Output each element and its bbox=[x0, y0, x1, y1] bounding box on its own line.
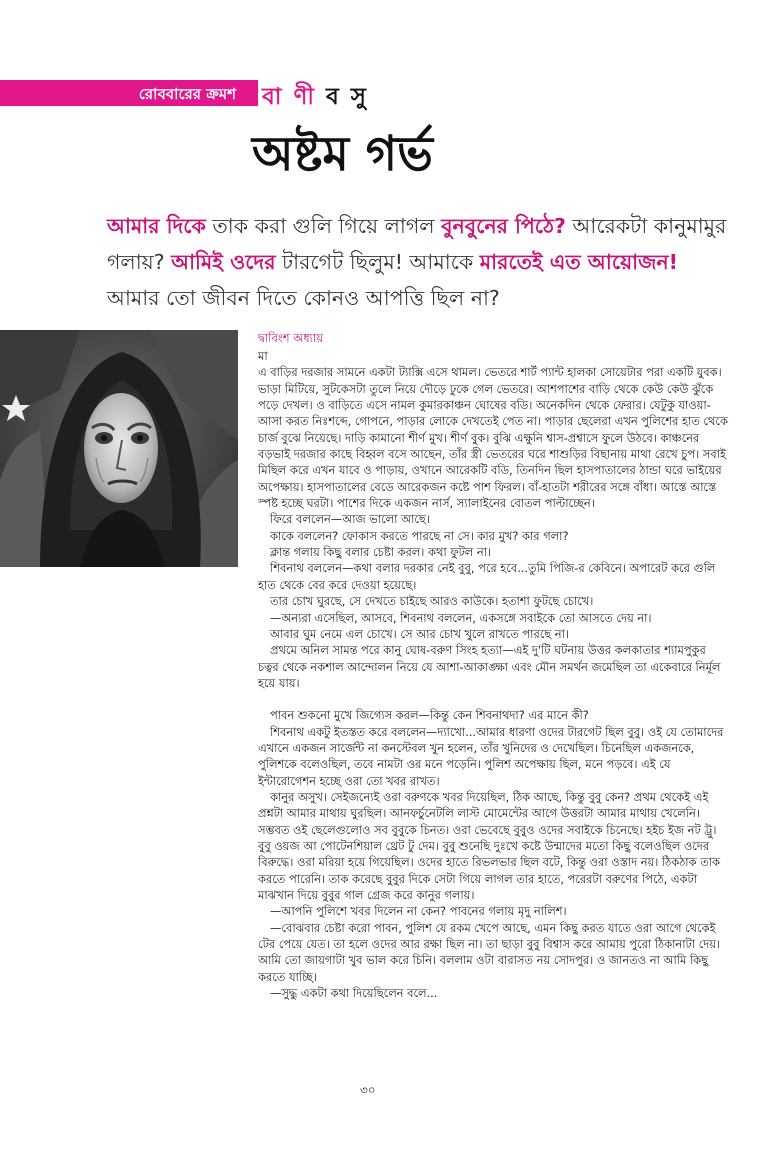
paragraph: এ বাড়ির দরজার সামনে একটা ট্যাক্সি এসে থামল। ভেতরে শার্ট প্যান্ট হালকা সোয়েটার পরা একটি যুবক। ভাড়া মিটিয়ে, সুটকেসটা তুলে নিয়ে দৌড়ে ঢুকে গেল ভেতরে। আশপাশের বাড়ি থেকে কেউ কেউ ঝুঁকে পড়ে দেখল। ও বাড়িতে এসে নামল কুমারকাঞ্চন ঘোষের বডি। অনেকদিন থেকে ফেরার। যেটুকু যাওয়া-আসা করত নিঃশব্দে, গোপনে, পাড়ার লোকে দেখতেই পেত না। পাড়ার ছেলেরা এখন পুলিশের হাত থেকে চার্জ বুঝে নিয়েছে। দাড়ি কামানো শীর্ণ মুখ। শীর্ণ বুক। বুঝি এক্ষুনি শ্বাস-প্রশ্বাসে ফুলে উঠবে। কাঞ্চনের বড়ভাই দরজার কাছে বিহ্বল বসে আছেন, তাঁর স্ত্রী ভেতরের ঘরে শাশুড়ির বিছানায় মাথা রেখে চুপ। সবাই মিছিল করে এখন যাবে ও পাড়ায়, ওখানে আরেকটি বডি, তিনদিন ছিল হাসপাতালের ঠান্ডা ঘরে ভাইয়ের অপেক্ষায়। হাসপাতালের বেডে আরেকজন কষ্টে পাশ ফিরল। বাঁ-হাতটা শরীরের সঙ্গে বাঁধা। আস্তে আস্তে স্পষ্ট হচ্ছে ঘরটা। পাশের দিকে একজন নার্স, স্যালাইনের বোতল পাল্টাচ্ছেন। bbox=[258, 365, 728, 511]
story-title: অষ্টম গর্ভ bbox=[252, 126, 433, 182]
paragraph: প্রথমে অনিল সামন্ত পরে কানু ঘোষ-বরুণ সিংহ হত্যা—এই দু'টি ঘটনায় উত্তর কলকাতার শ্যামপুকুর চত্বর থেকে নকশাল আন্দোলন নিয়ে যে আশা-আকাঙ্ক্ষা এবং মৌন সমর্থন জমেছিল তা একেবারে নির্মূল হয়ে যায়। bbox=[258, 643, 721, 690]
paragraph: —অন্যরা এসেছিল, আসবে, শিবনাথ বললেন, একসঙ্গে সবাইকে তো আসতে দেয় না। bbox=[270, 610, 652, 625]
paragraph: তার চোখ ঘুরছে, সে দেখতে চাইছে আরও কাউকে। হতাশা ফুটছে চোখে। bbox=[270, 594, 594, 609]
page-number: ৩০ bbox=[360, 1083, 376, 1097]
paragraph: আবার ঘুম নেমে এল চোখে। সে আর চোখ খুলে রাখতে পারছে না। bbox=[270, 626, 569, 641]
paragraph: ফিরে বললেন—আজ ভালো আছে। bbox=[270, 512, 430, 527]
hooded-figure-painting-icon bbox=[0, 330, 238, 567]
pull-quote-highlight: আমিই ওদের bbox=[171, 250, 276, 274]
pull-quote-text: টারগেট ছিলুম! আমাকে bbox=[275, 250, 480, 274]
author-first-name: বা ণী bbox=[262, 84, 316, 110]
pull-quote-text: আমার তো জীবন দিতে কোনও আপত্তি ছিল না? bbox=[107, 286, 500, 310]
paragraph: শিবনাথ বললেন—কথা বলার দরকার নেই বুবু, পরে হবে...তুমি পিজি-র কেবিনে। অপারেট করে গুলি হাত থেকে বের করে দেওয়া হয়েছে। bbox=[258, 561, 716, 592]
paragraph: —বোঝবার চেষ্টা করো পাবন, পুলিশ যে রকম খেপে আছে, এমন কিছু করত যাতে ওরা আগে থেকেই টের পেয়ে যেত। তা হলে ওদের আর রক্ষা ছিল না। তা ছাড়া বুবু বিশ্বাস করে আমায় পুরো ঠিকানাটা দেয়। আমি তো জায়গাটা খুব ভাল করে চিনি। বললাম ওটা বারাসত নয় সোদপুর। ও জানতও না আমি কিছু করতে যাচ্ছি। bbox=[258, 920, 721, 984]
series-label: রোববারের ক্রমশ bbox=[138, 85, 236, 103]
author-last-name: ব সু bbox=[325, 84, 368, 110]
pull-quote-highlight: বুনবুনের পিঠে? bbox=[441, 214, 566, 238]
chapter-heading: দ্বাবিংশ অধ্যায় bbox=[258, 331, 324, 345]
paragraph: কাকে বললেন? ফোকাস করতে পারছে না সে। কার মুখ? কার গলা? bbox=[270, 528, 569, 543]
illustration bbox=[0, 330, 238, 567]
pull-quote-highlight: মারতেই এত আয়োজন! bbox=[479, 250, 679, 274]
author-name bbox=[262, 78, 368, 117]
pull-quote-highlight: আমার দিকে bbox=[107, 214, 206, 238]
paragraph: —আপনি পুলিশে খবর দিলেন না কেন? পাবনের গলায় মৃদু নালিশ। bbox=[270, 904, 567, 919]
article-body bbox=[258, 348, 728, 1001]
pull-quote-text: আরেকটা কানুমামুর গলায়? bbox=[107, 214, 727, 274]
section-break bbox=[258, 691, 728, 707]
paragraph: কানুর অসুখ। সেইজন্যেই ওরা বরুণকে খবর দিয়েছিল, ঠিক আছে, কিন্তু বুবু কেন? প্রথম থেকেই এই প্রশ্নটা আমার মাথায় ঘুরছিল। আনফর্চুনেটলি লাস্ট মোমেন্টের আগে উত্তরটা আমার মাথায় খেলেনি। সম্ভবত ওই ছেলেগুলোও সব বুবুকে চিনত। ওরা ভেবেছে বুবুও ওদের সবাইকে চিনেছে। হইচ ইজ নট ট্রু। বুবু ওয়জ আ পোটেনশিয়াল থ্রেট টু দেম। বুবু শুনেছি দুঃখে কষ্টে উন্মাদের মতো কিছু বলেওছিল ওদের বিরুদ্ধে। ওরা মরিয়া হয়ে গিয়েছিল। ওদের হাতে রিভলভার ছিল বটে, কিন্তু ওরা ওস্তাদ নয়। ঠিকঠাক তাক করতে পারেনি। তাক করেছে বুবুর দিকে সেটা গিয়ে লাগল তার হাতে, পরেরটা বরুণের পিঠে, একটা মাঝখান দিয়ে বুবুর গাল গ্রেজ করে কানুর গলায়। bbox=[258, 789, 721, 902]
series-tag bbox=[0, 80, 258, 106]
paragraph: পাবন শুকনো মুখে জিগ্যেস করল—কিন্তু কেন শিবনাথদা? এর মানে কী? bbox=[270, 708, 589, 723]
paragraph: —সুদ্ধু একটা কথা দিয়েছিলেন বলে... bbox=[270, 986, 438, 1001]
pull-quote-text: তাক করা গুলি গিয়ে লাগল bbox=[205, 214, 442, 238]
paragraph: ক্লান্ত গলায় কিছু বলার চেষ্টা করল। কথা ফুটল না। bbox=[270, 545, 492, 560]
paragraph: শিবনাথ একটু ইতস্তত করে বললেন—দ্যাখো...আমার ধারণা ওদের টারগেট ছিল বুবু। ওই যে তোমাদের এখানে একজন সার্জেন্ট না কনস্টেবল খুন হলেন, তাঁর খুনিদের ও দেখেছিল। চিনেছিল একজনকে, পুলিশকে বলেওছিল, তবে নামটা ওর মনে পড়েনি। পুলিশ অপেক্ষায় ছিল, মনে পড়বে। এই যে ইন্টারোগেশন হচ্ছে ওরা তো খবর রাখত। bbox=[258, 724, 724, 788]
paragraph: মা bbox=[258, 349, 268, 363]
pull-quote bbox=[107, 208, 737, 316]
